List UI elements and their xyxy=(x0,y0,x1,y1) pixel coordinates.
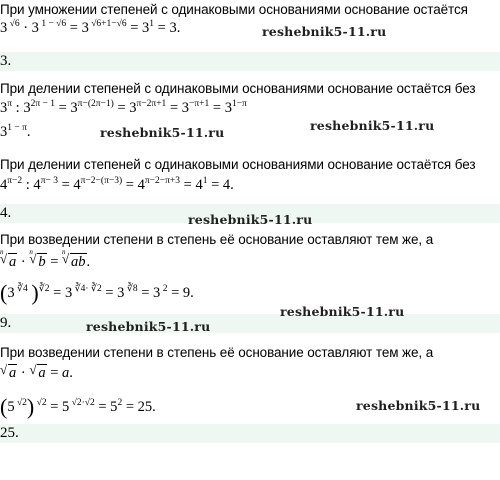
rule-text-2: При делении степеней с одинаковыми основаниями основание остаётся без xyxy=(0,81,476,96)
rule-text-4: При возведении степени в степень её основание оставляют тем же, а xyxy=(0,232,434,247)
formula-5a: √ a · √ a = a. xyxy=(0,364,73,382)
watermark-4b: reshebnik5-11.ru xyxy=(280,304,405,319)
formula-3: $4^{\pi-2}$ : $4^{\pi- 3} = 4^{\pi-2-(\pi-3)} = 4^{\pi-2-\pi+3} = 4^1 = 4$. xyxy=(0,176,234,193)
watermark-5: reshebnik5-11.ru xyxy=(356,398,481,413)
answer-1: 3. xyxy=(0,52,500,71)
formula-1: 3 $^{√6}$ · 3 $^{1 - √6}$ = 3 $^{√6+1-√6} = 3^1 = 3$. xyxy=(0,19,181,36)
rule-text-5: При возведении степени в степень её основание оставляют тем же, а xyxy=(0,345,434,360)
rule-text-3: При делении степеней с одинаковыми основаниями основание остаётся без xyxy=(0,157,476,172)
rule-text-1: При умножении степеней с одинаковыми основаниями основание остаётся xyxy=(0,2,468,17)
formula-2-result: $3^{1 - \pi}$. xyxy=(0,123,31,140)
watermark-3: reshebnik5-11.ru xyxy=(188,212,313,227)
answer-5: 25. xyxy=(0,424,500,443)
formula-5b: (5 $^{√2}$) $^{√2}$ = 5 $^{√2\cdot√2} = 5^2 = 25$. xyxy=(0,394,156,419)
watermark-2b: reshebnik5-11.ru xyxy=(310,118,435,133)
formula-4b: (3 $^{∛4}$ )$^{∛2}$ = 3 $^{∛4\cdot ∛2}$ = 3 $^{∛8}$ = 3 $^2$ = 9. xyxy=(0,280,194,305)
watermark-2a: reshebnik5-11.ru xyxy=(100,125,225,140)
answer-3: 4. xyxy=(0,204,500,223)
watermark-4a: reshebnik5-11.ru xyxy=(86,319,211,334)
formula-2: $3^\pi$ : $3^{2\pi - 1} = 3^{\pi-(2\pi-1)} = 3^{\pi-2\pi+1} = 3^{-\pi+1} = 3^{1-\pi}$ xyxy=(0,99,247,116)
formula-4a: n √ a · n √ b = n √ ab. xyxy=(0,253,90,271)
watermark-1: reshebnik5-11.ru xyxy=(262,24,387,39)
answer-4: 9. xyxy=(0,314,500,333)
